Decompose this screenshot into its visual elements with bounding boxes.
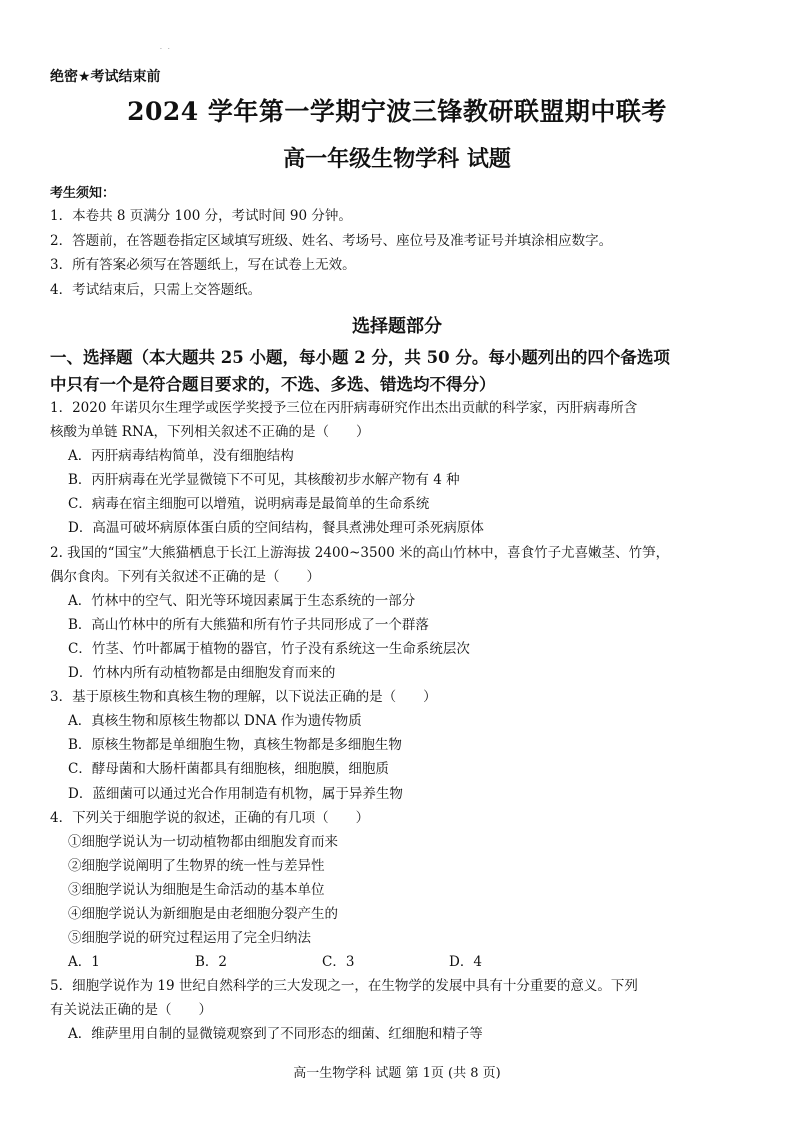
part-instructions [50, 344, 770, 398]
confidential-label: 绝密★考试结束前 [50, 69, 161, 85]
question-4-statement-2: ②细胞学说阐明了生物界的统一性与差异性 [68, 857, 325, 874]
scan-speck: · · [160, 46, 172, 53]
question-4-options [50, 950, 770, 974]
exam-title: 2024 学年第一学期宁波三锋教研联盟期中联考 [127, 97, 667, 126]
part-instructions-line: 中只有一个是符合题目要求的，不选、多选、错选均不得分） [50, 375, 496, 394]
question-4-stem: 4．下列关于细胞学说的叙述，正确的有几项（ ） [50, 809, 370, 826]
question-5-stem: 5．细胞学说作为 19 世纪自然科学的三大发现之一，在生物学的发展中具有十分重要的意义。下列 [50, 978, 638, 995]
question-4-option-c: C．3 [322, 954, 355, 971]
question-1-stem: 1．2020 年诺贝尔生理学或医学奖授予三位在丙肝病毒研究作出杰出贡献的科学家，丙肝病毒所含 [50, 400, 638, 416]
question-4-statement-3: ③细胞学说认为细胞是生命活动的基本单位 [68, 881, 325, 898]
question-1-option-a: A．丙肝病毒结构简单，没有细胞结构 [68, 448, 294, 465]
question-4-statement-4: ④细胞学说认为新细胞是由老细胞分裂产生的 [68, 905, 338, 922]
question-2-option-b: B．高山竹林中的所有大熊猫和所有竹子共同形成了一个群落 [68, 616, 429, 633]
question-1-stem-cont: 核酸为单链 RNA，下列相关叙述不正确的是（ ） [50, 424, 370, 441]
question-2-option-a: A．竹林中的空气、阳光等环境因素属于生态系统的一部分 [68, 592, 416, 609]
question-list [50, 396, 770, 1047]
question-1-option-d: D．高温可破坏病原体蛋白质的空间结构，餐具煮沸处理可杀死病原体 [68, 520, 484, 537]
question-1-option-b: B．丙肝病毒在光学显微镜下不可见，其核酸初步水解产物有 4 种 [68, 472, 460, 489]
question-2-stem-cont: 偶尔食肉。下列有关叙述不正确的是（ ） [50, 568, 320, 585]
notice-item: 1．本卷共 8 页满分 100 分，考试时间 90 分钟。 [50, 208, 352, 224]
question-3-option-a: A．真核生物和原核生物都以 DNA 作为遗传物质 [68, 713, 362, 730]
notice-heading: 考生须知： [50, 186, 116, 201]
question-3-option-d: D．蓝细菌可以通过光合作用制造有机物，属于异养生物 [68, 785, 403, 802]
question-3-stem: 3．基于原核生物和真核生物的理解，以下说法正确的是（ ） [50, 689, 437, 706]
question-3-option-c: C．酵母菌和大肠杆菌都具有细胞核，细胞膜，细胞质 [68, 761, 389, 778]
question-2-option-c: C．竹茎、竹叶都属于植物的器官，竹子没有系统这一生命系统层次 [68, 640, 470, 657]
question-4-statement-5: ⑤细胞学说的研究过程运用了完全归纳法 [68, 930, 311, 947]
question-5-option-a: A．维萨里用自制的显微镜观察到了不同形态的细菌、红细胞和精子等 [68, 1026, 483, 1043]
notice-item: 3．所有答案必须写在答题纸上，写在试卷上无效。 [50, 257, 356, 273]
question-1-option-c: C．病毒在宿主细胞可以增殖，说明病毒是最简单的生命系统 [68, 496, 430, 513]
section-title: 选择题部分 [352, 316, 442, 337]
question-4-option-d: D．4 [449, 954, 482, 971]
question-5-stem-cont: 有关说法正确的是（ ） [50, 1002, 212, 1019]
question-4-option-a: A．1 [68, 954, 100, 971]
question-4-statement-1: ①细胞学说认为一切动植物都由细胞发育而来 [68, 833, 338, 850]
question-4-option-b: B．2 [195, 954, 228, 971]
part-instructions-line: 一、选择题（本大题共 25 小题，每小题 2 分，共 50 分。每小题列出的四个备选项 [50, 348, 670, 367]
notice-list [50, 204, 750, 302]
exam-subtitle: 高一年级生物学科 试题 [283, 146, 511, 172]
notice-item: 2．答题前，在答题卷指定区域填写班级、姓名、考场号、座位号及准考证号并填涂相应数字。 [50, 232, 613, 249]
question-2-option-d: D．竹林内所有动植物都是由细胞发育而来的 [68, 665, 336, 682]
question-2-stem: 2. 我国的“国宝”大熊猫栖息于长江上游海拔 2400~3500 米的高山竹林中，喜食竹子尤喜嫩茎、竹笋， [50, 544, 670, 561]
notice-item: 4．考试结束后，只需上交答题纸。 [50, 281, 262, 298]
page-footer: 高一生物学科 试题 第 1页 (共 8 页) [293, 1066, 501, 1081]
question-3-option-b: B．原核生物都是单细胞生物，真核生物都是多细胞生物 [68, 737, 402, 754]
